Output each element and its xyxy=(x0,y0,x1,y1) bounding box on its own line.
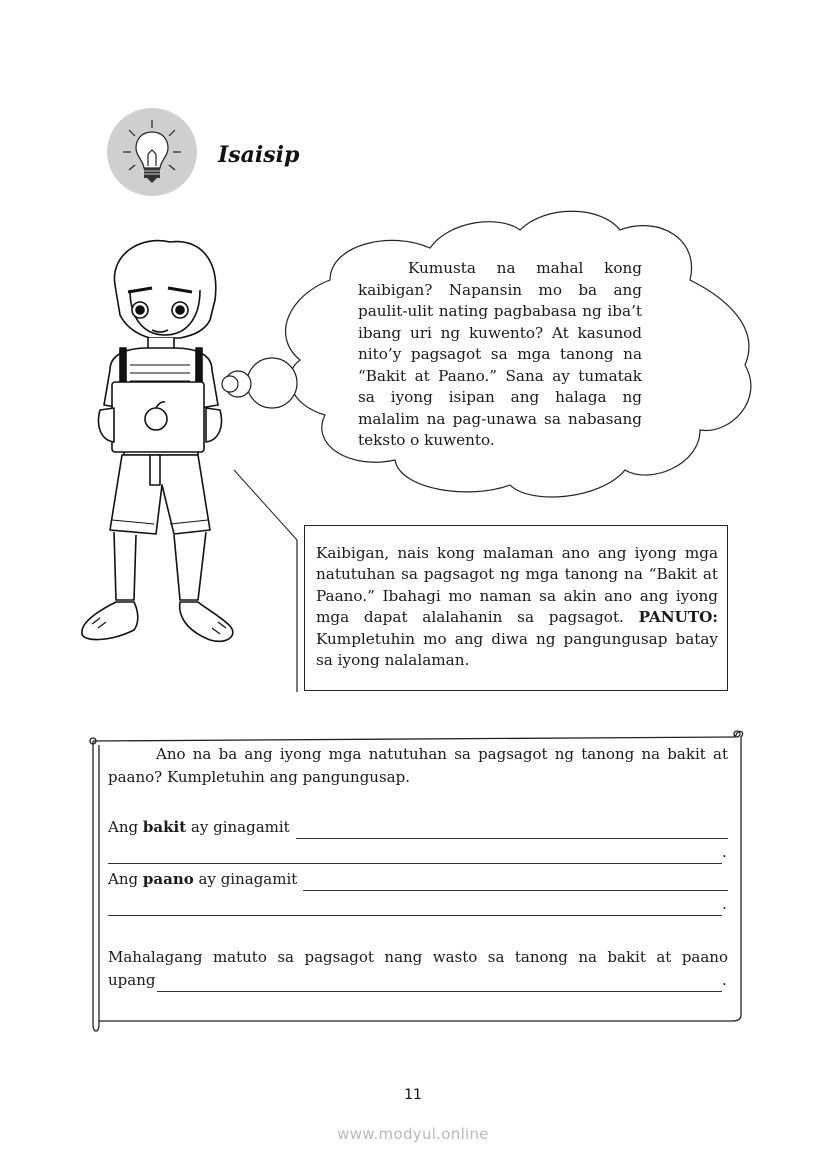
answer-row-bakit-cont: . xyxy=(108,841,728,864)
lightbulb-badge xyxy=(107,108,197,196)
worksheet xyxy=(108,743,728,992)
answer-blank-paano-1[interactable] xyxy=(303,873,728,891)
answer-row-paano-cont: . xyxy=(108,893,728,916)
instruction-text: Kaibigan, nais kong malaman ano ang iyong mga natutuhan sa pagsagot ng mga tanong na “Bakit at Paano.” Ibahagi mo naman sa akin ano ang iyong mga dapat alalahanin sa pagsagot. PANUTO: Kumpletuhin mo ang diwa ng pangungusap batay sa iyong nalalaman. xyxy=(316,544,718,670)
answer-row-upang: upang . xyxy=(108,969,728,992)
watermark: www.modyul.online xyxy=(337,1125,489,1143)
panuto-label: PANUTO: xyxy=(638,608,718,627)
keyword-bakit: bakit xyxy=(142,818,187,836)
answer-blank-bakit-2[interactable] xyxy=(108,846,722,864)
section-title: Isaisip xyxy=(218,142,300,168)
answer-blank-paano-2[interactable] xyxy=(108,898,722,916)
worksheet-intro: Ano na ba ang iyong mga natutuhan sa pagsagot ng tanong na bakit at paano? Kumpletuhin ang pangungusap. xyxy=(108,745,728,786)
closing-sentence: Mahalagang matuto sa pagsagot nang wasto sa tanong na bakit at paano xyxy=(108,948,728,966)
answer-blank-bakit-1[interactable] xyxy=(296,821,728,839)
answer-row-paano: Ang paano ay ginagamit xyxy=(108,868,728,891)
answer-blank-upang[interactable] xyxy=(157,974,722,992)
keyword-paano: paano xyxy=(142,870,194,888)
answer-row-bakit: Ang bakit ay ginagamit xyxy=(108,816,728,839)
page-number: 11 xyxy=(404,1087,422,1103)
thought-bubble-text: Kumusta na mahal kong kaibigan? Napansin mo ba ang paulit-ulit nating pagbabasa ng iba’t ibang uri ng kuwento? At kasunod nito’y pagsagot sa mga tanong na “Bakit at Paano.” Sana ay tumatak sa iyong isipan ang halaga ng malalim na pag-unawa sa nabasang teksto o kuwento. xyxy=(358,259,642,449)
lightbulb-icon xyxy=(107,108,197,196)
